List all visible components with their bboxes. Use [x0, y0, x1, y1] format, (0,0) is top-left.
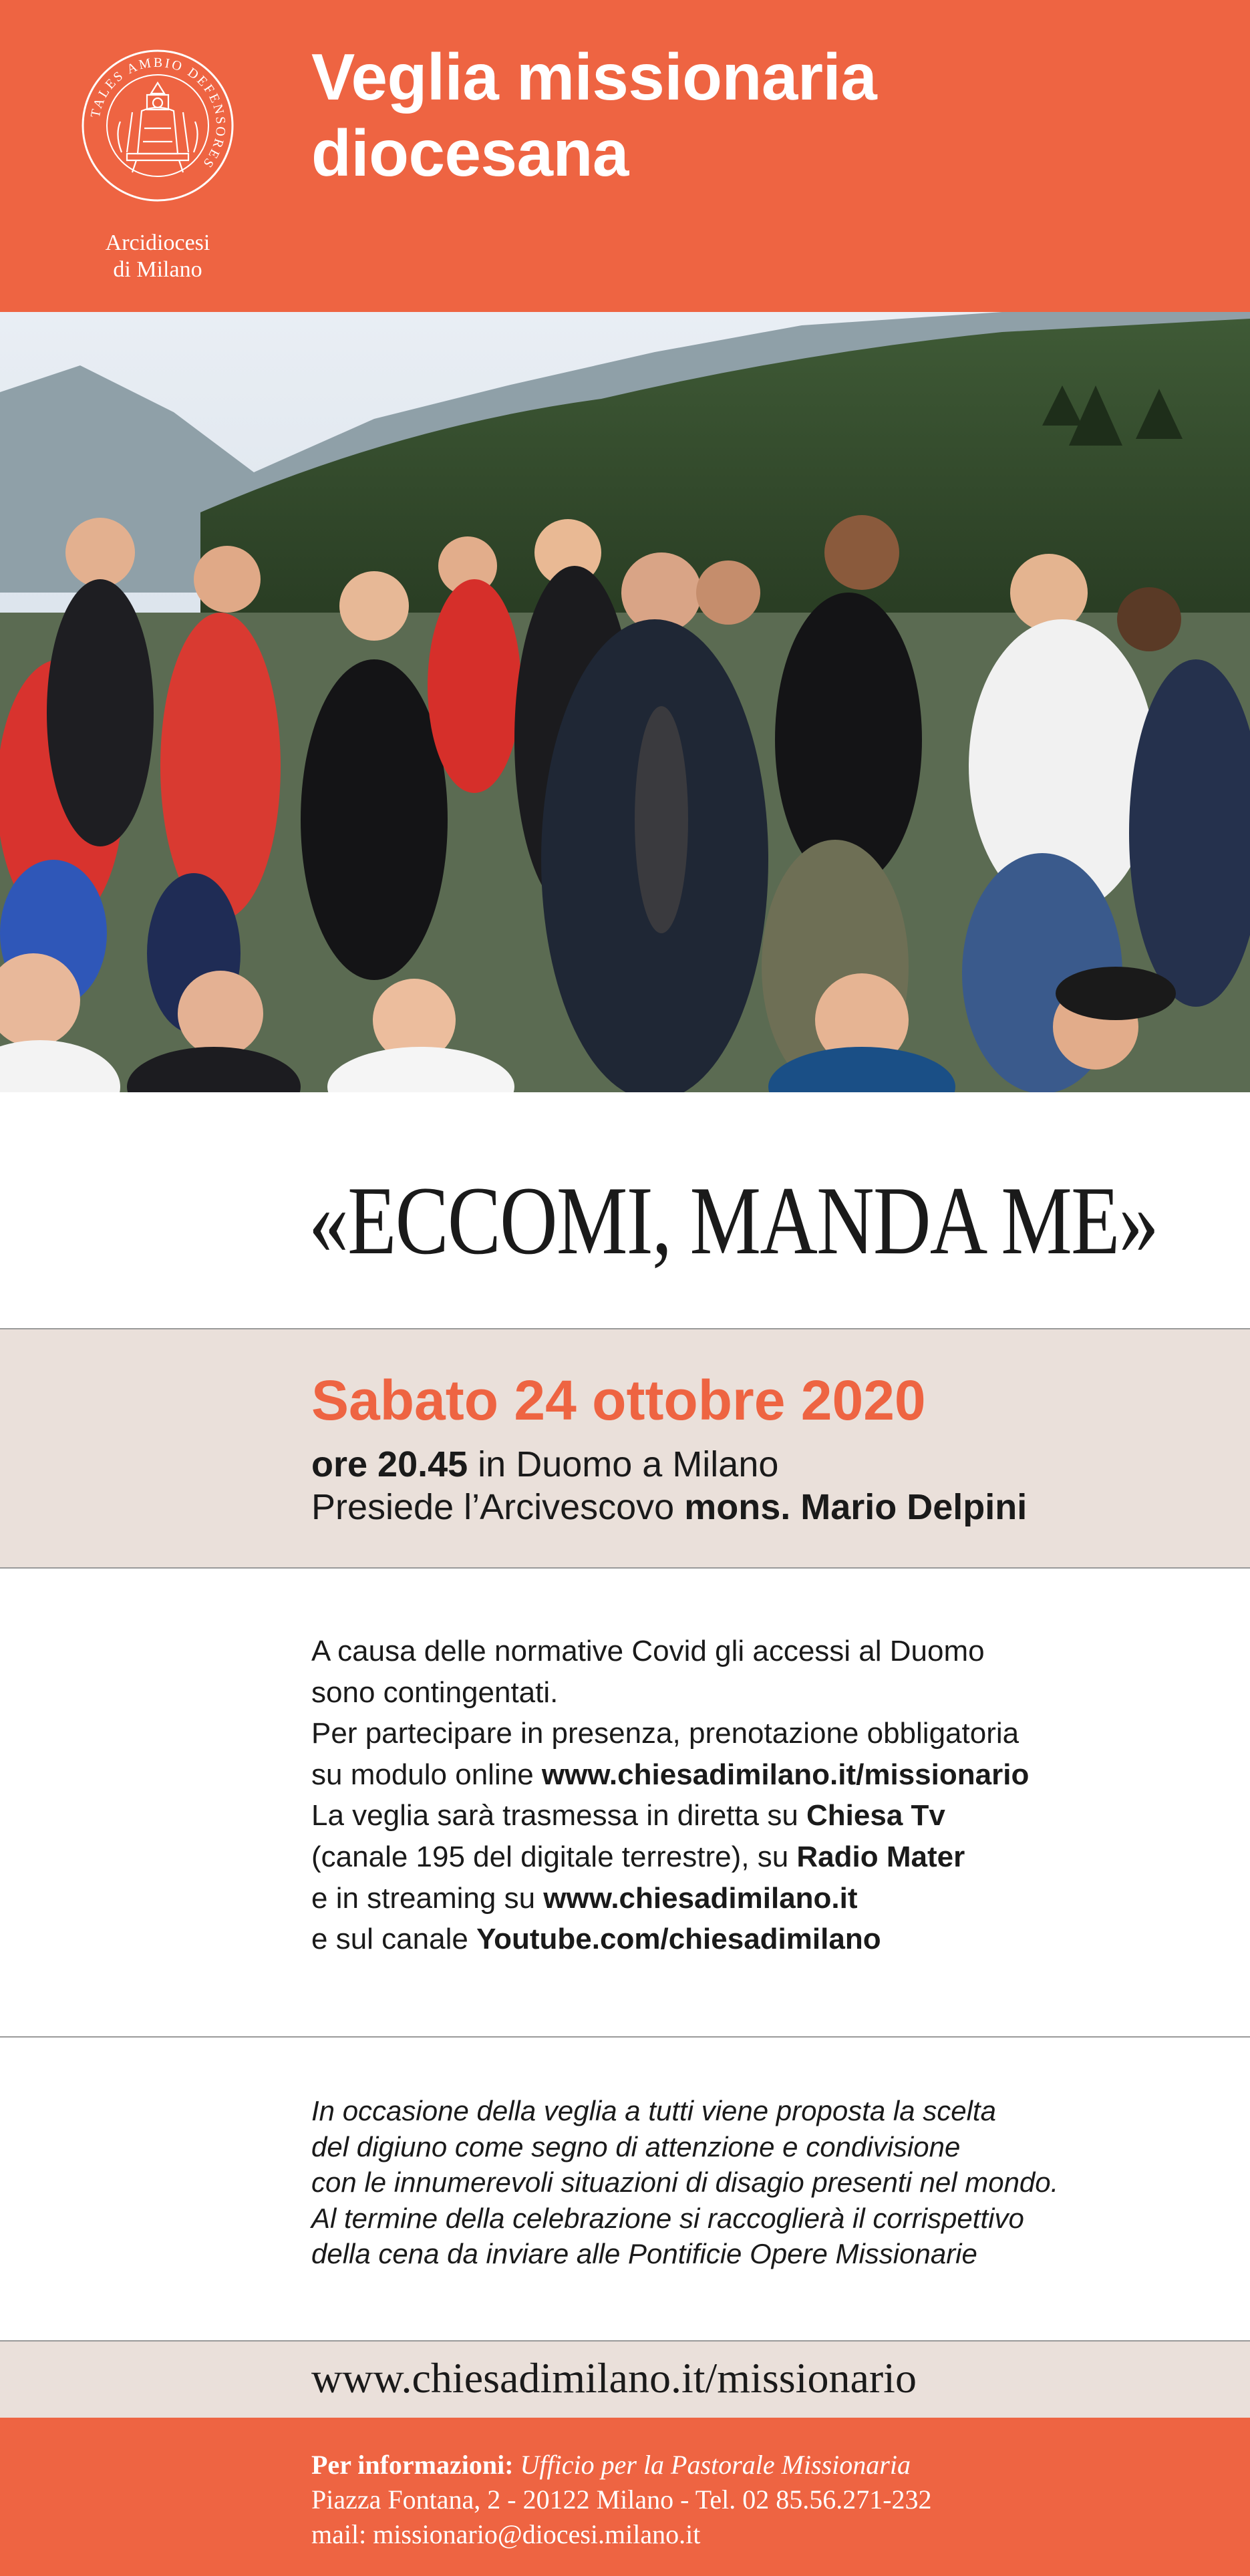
- svg-text:TALES AMBIO DEFENSORES: TALES AMBIO DEFENSORES: [88, 55, 228, 172]
- note-line: del digiuno come segno di attenzione e condivisione: [311, 2130, 961, 2162]
- streaming-link[interactable]: www.chiesadimilano.it: [543, 1881, 858, 1915]
- divider: [0, 2036, 1250, 2038]
- org-line-2: di Milano: [113, 257, 202, 282]
- chiesa-tv: Chiesa Tv: [806, 1799, 945, 1832]
- page-title: [311, 39, 1180, 191]
- info-line: [311, 1836, 1180, 1878]
- website-link[interactable]: www.chiesadimilano.it/missionario: [311, 2354, 917, 2402]
- event-time-place: [311, 1443, 778, 1486]
- radio-mater: Radio Mater: [796, 1840, 965, 1873]
- org-line-1: Arcidiocesi: [105, 230, 210, 255]
- event-photo: [0, 312, 1250, 1092]
- info-text: [311, 1631, 1180, 1960]
- info-line: [311, 1878, 1180, 1919]
- info-line-text: e sul canale: [311, 1923, 477, 1956]
- info-line: A causa delle normative Covid gli accessi al Duomo: [311, 1635, 985, 1667]
- event-place: in Duomo a Milano: [468, 1444, 779, 1484]
- info-line: Per partecipare in presenza, prenotazione obbligatoria: [311, 1717, 1020, 1750]
- contact-office-line: [311, 2448, 932, 2482]
- event-date: Sabato 24 ottobre 2020: [311, 1369, 926, 1432]
- info-line: [311, 1919, 1180, 1960]
- info-line-text: (canale 195 del digitale terrestre), su: [311, 1840, 797, 1873]
- info-line: [311, 1754, 1180, 1796]
- motto-heading: «ECCOMI, MANDA ME»: [309, 1166, 1158, 1275]
- title-line-1: Veglia missionaria: [311, 40, 877, 114]
- booking-link[interactable]: www.chiesadimilano.it/missionario: [541, 1758, 1030, 1791]
- info-line-text: e in streaming su: [311, 1881, 544, 1915]
- contact-email[interactable]: mail: missionario@diocesi.milano.it: [311, 2519, 701, 2549]
- organization-name: [67, 230, 249, 283]
- divider: [0, 1567, 1250, 1569]
- fasting-note: [311, 2093, 1200, 2272]
- presides-prefix: Presiede l’Arcivescovo: [311, 1487, 685, 1527]
- note-line: della cena da inviare alle Pontificie Opere Missionarie: [311, 2238, 977, 2269]
- contact-info: [311, 2448, 932, 2552]
- presides-name: mons. Mario Delpini: [684, 1487, 1028, 1527]
- note-line: In occasione della veglia a tutti viene proposta la scelta: [311, 2095, 996, 2126]
- title-line-2: diocesana: [311, 116, 629, 190]
- contact-label: Per informazioni:: [311, 2450, 514, 2480]
- youtube-link[interactable]: Youtube.com/chiesadimilano: [476, 1923, 881, 1956]
- contact-address: Piazza Fontana, 2 - 20122 Milano - Tel. 02 85.56.271-232: [311, 2484, 932, 2515]
- info-line-text: su modulo online: [311, 1758, 542, 1791]
- info-line-text: La veglia sarà trasmessa in diretta su: [311, 1799, 807, 1832]
- note-line: con le innumerevoli situazioni di disagio presenti nel mondo.: [311, 2166, 1059, 2198]
- archdiocese-seal-icon: [80, 48, 235, 203]
- info-line: sono contingentati.: [311, 1675, 559, 1709]
- info-line: [311, 1795, 1180, 1836]
- event-time: ore 20.45: [311, 1444, 468, 1484]
- event-presides: [311, 1486, 1027, 1528]
- note-line: Al termine della celebrazione si raccoglierà il corrispettivo: [311, 2202, 1024, 2234]
- office-name: Ufficio per la Pastorale Missionaria: [513, 2450, 911, 2480]
